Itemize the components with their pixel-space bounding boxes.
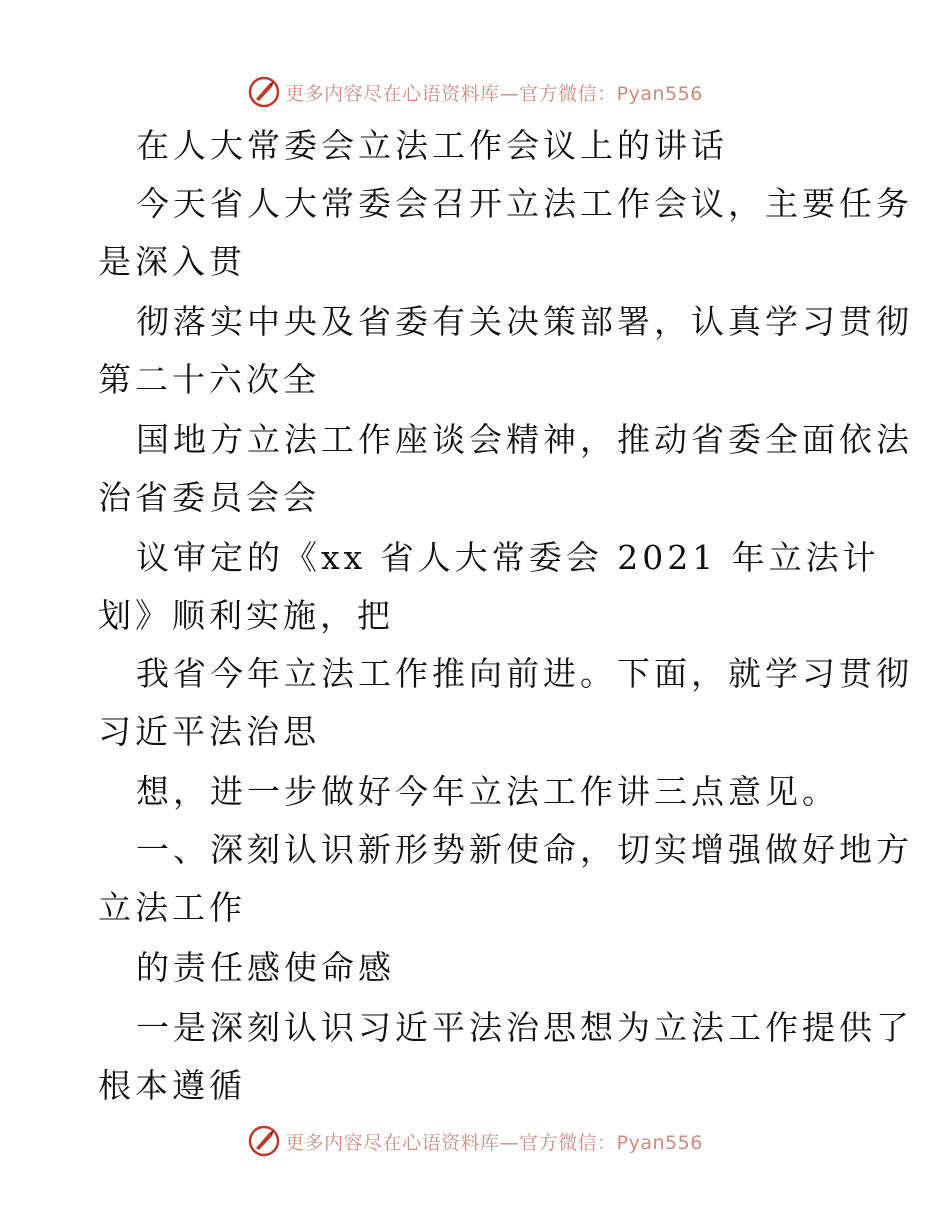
text-line: 的责任感使命感 [136,948,395,987]
text-line: 我省今年立法工作推向前进。下面，就学习贯彻 [136,654,913,693]
quill-logo-icon [247,1124,281,1158]
document-title: 在人大常委会立法工作会议上的讲话 [136,126,728,165]
text-line: 治省委员会会 [98,478,320,517]
watermark-text: 更多内容尽在心语资料库—官方微信：Pyan556 [285,1131,703,1154]
watermark-text: 更多内容尽在心语资料库—官方微信：Pyan556 [285,82,703,105]
text-line: 根本遵循 [98,1066,246,1105]
text-line: 国地方立法工作座谈会精神，推动省委全面依法 [136,420,913,459]
text-line: 一是深刻认识习近平法治思想为立法工作提供了 [136,1008,913,1047]
text-line: 立法工作 [98,888,246,927]
text-line: 是深入贯 [98,242,246,281]
text-line: 议审定的《xx 省人大常委会 2021 年立法计 [136,538,880,577]
text-line: 今天省人大常委会召开立法工作会议，主要任务 [136,184,913,223]
quill-logo-icon [247,75,281,109]
text-line: 想，进一步做好今年立法工作讲三点意见。 [136,772,839,811]
text-line: 彻落实中央及省委有关决策部署，认真学习贯彻 [136,302,913,341]
text-line: 划》顺利实施，把 [98,596,394,635]
text-line: 习近平法治思 [98,712,320,751]
text-line: 第二十六次全 [98,360,320,399]
section-heading: 一、深刻认识新形势新使命，切实增强做好地方 [136,830,913,869]
watermark-footer [0,1121,950,1161]
watermark-header [0,72,950,112]
